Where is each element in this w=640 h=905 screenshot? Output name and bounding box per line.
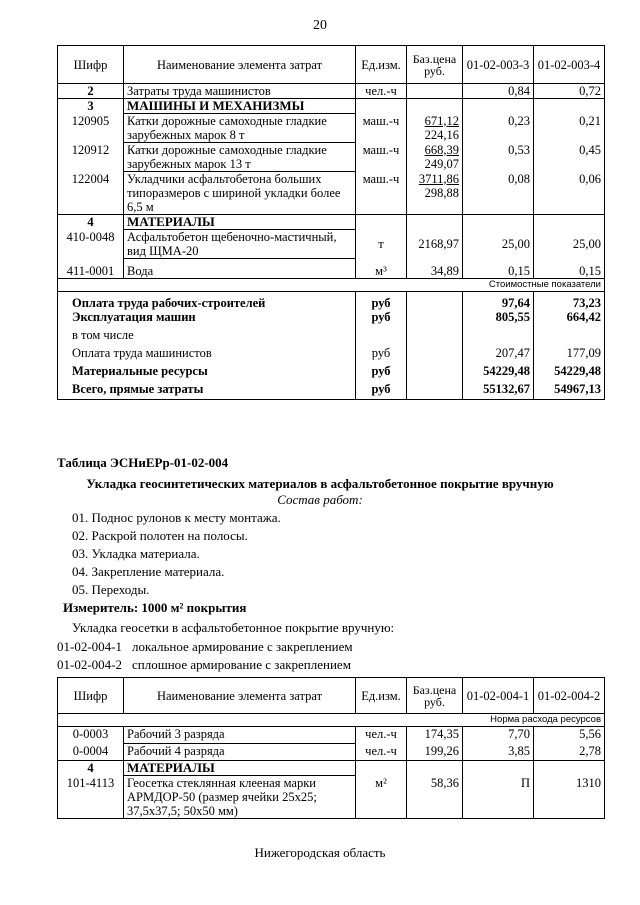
table-header xyxy=(58,678,605,714)
row-unit: м³ xyxy=(356,259,407,279)
norm-subheader-row xyxy=(58,714,605,727)
section-row xyxy=(58,761,605,776)
cost-value-2: 177,09 xyxy=(534,346,605,364)
cost-value-1 xyxy=(463,328,534,346)
row-value-2: 25,00 xyxy=(534,230,605,259)
row-unit: чел.-ч xyxy=(356,84,407,99)
cost-subheader: Стоимостные показатели xyxy=(58,279,605,292)
header-norm-1: 01-02-004-1 xyxy=(463,678,534,714)
page-footer: Нижегородская область xyxy=(254,845,386,860)
work-item: 05. Переходы. xyxy=(72,582,150,597)
page-number: 20 xyxy=(313,18,327,33)
resource-table-01-02-003 xyxy=(57,45,605,400)
cost-unit: руб xyxy=(356,364,407,382)
variant-code: 01-02-004-1 xyxy=(57,639,122,654)
row-value-2: 0,72 xyxy=(534,84,605,99)
row-code: 120905 xyxy=(58,114,124,143)
work-composition-heading: Состав работ: xyxy=(277,492,363,507)
work-item: 04. Закрепление материала. xyxy=(72,564,225,579)
section-code: 4 xyxy=(58,215,124,230)
row-value-1: 0,53 xyxy=(463,143,534,172)
row-code: 101-4113 xyxy=(58,776,124,819)
table-row xyxy=(58,259,605,279)
work-item: 01. Поднос рулонов к месту монтажа. xyxy=(72,510,281,525)
table-row xyxy=(58,776,605,819)
work-item: 02. Раскрой полотен на полосы. xyxy=(72,528,248,543)
row-name: Рабочий 3 разряда xyxy=(124,727,356,744)
row-price: 199,26 xyxy=(407,744,463,761)
cost-value-1: 207,47 xyxy=(463,346,534,364)
resource-table-01-02-004 xyxy=(57,677,605,819)
row-unit: маш.-ч xyxy=(356,172,407,215)
cost-name: Оплата труда рабочих-строителей xyxy=(58,292,356,310)
row-price xyxy=(407,84,463,99)
table-row xyxy=(58,727,605,744)
row-name: Катки дорожные самоходные гладкие зарубежных марок 13 т xyxy=(124,143,356,172)
row-value-1: 0,23 xyxy=(463,114,534,143)
row-name: Затраты труда машинистов xyxy=(124,84,356,99)
row-value-2: 0,15 xyxy=(534,259,605,279)
variant-text: сплошное армирование с закреплением xyxy=(132,657,351,672)
cost-value-2: 54967,13 xyxy=(534,382,605,400)
row-unit: чел.-ч xyxy=(356,727,407,744)
row-code: 410-0048 xyxy=(58,230,124,259)
cost-unit: руб xyxy=(356,292,407,310)
section-name: МАШИНЫ И МЕХАНИЗМЫ xyxy=(124,99,356,114)
row-price: 34,89 xyxy=(407,259,463,279)
header-unit: Ед.изм. xyxy=(356,46,407,84)
row-value-1: 0,84 xyxy=(463,84,534,99)
section-name: МАТЕРИАЛЫ xyxy=(124,761,356,776)
row-code: 120912 xyxy=(58,143,124,172)
row-code: 411-0001 xyxy=(58,259,124,279)
row-unit: маш.-ч xyxy=(356,114,407,143)
row-value-1: 3,85 xyxy=(463,744,534,761)
row-value-1: 0,08 xyxy=(463,172,534,215)
cost-value-2 xyxy=(534,328,605,346)
cost-value-2: 73,23 xyxy=(534,292,605,310)
section-code: 4 xyxy=(58,761,124,776)
cost-value-2: 54229,48 xyxy=(534,364,605,382)
table-row xyxy=(58,143,605,172)
cost-name: Оплата труда машинистов xyxy=(58,346,356,364)
row-value-2: 0,21 xyxy=(534,114,605,143)
variant-line xyxy=(57,639,353,655)
row-value-1: 0,15 xyxy=(463,259,534,279)
variant-text: локальное армирование с закреплением xyxy=(132,639,353,654)
cost-unit: руб xyxy=(356,382,407,400)
table-caption: Таблица ЭСНиЕРр-01-02-004 xyxy=(57,455,229,470)
cost-value-2: 664,42 xyxy=(534,310,605,328)
header-code: Шифр xyxy=(58,678,124,714)
cost-name: Всего, прямые затраты xyxy=(58,382,356,400)
norm-subheader: Норма расхода ресурсов xyxy=(58,714,605,727)
row-value-1: 7,70 xyxy=(463,727,534,744)
row-unit: маш.-ч xyxy=(356,143,407,172)
cost-value-1: 54229,48 xyxy=(463,364,534,382)
cost-name: в том числе xyxy=(58,328,356,346)
section-row xyxy=(58,99,605,114)
row-value-1: П xyxy=(463,776,534,819)
row-price: 2168,97 xyxy=(407,230,463,259)
cost-name: Эксплуатация машин xyxy=(58,310,356,328)
cost-unit: руб xyxy=(356,346,407,364)
row-name: Асфальтобетон щебеночно-мастичный, вид ЩМА-20 xyxy=(124,230,356,259)
header-name: Наименование элемента затрат xyxy=(124,678,356,714)
row-code: 0-0004 xyxy=(58,744,124,761)
section-row xyxy=(58,215,605,230)
header-norm-2: 01-02-004-2 xyxy=(534,678,605,714)
row-value-2: 1310 xyxy=(534,776,605,819)
table-row xyxy=(58,230,605,259)
cost-value-1: 97,64 xyxy=(463,292,534,310)
row-name: Вода xyxy=(124,259,356,279)
header-price: Баз.цена руб. xyxy=(407,678,463,714)
cost-value-1: 805,55 xyxy=(463,310,534,328)
variant-line xyxy=(57,657,351,673)
cost-row xyxy=(58,364,605,382)
row-value-2: 0,45 xyxy=(534,143,605,172)
cost-name: Материальные ресурсы xyxy=(58,364,356,382)
cost-row xyxy=(58,346,605,364)
cost-unit: руб xyxy=(356,310,407,328)
table-row xyxy=(58,172,605,215)
row-value-2: 2,78 xyxy=(534,744,605,761)
section-name: МАТЕРИАЛЫ xyxy=(124,215,356,230)
row-value-2: 5,56 xyxy=(534,727,605,744)
row-price: 3711,86 298,88 xyxy=(407,172,463,215)
row-unit: чел.-ч xyxy=(356,744,407,761)
row-unit: т xyxy=(356,230,407,259)
row-value-1: 25,00 xyxy=(463,230,534,259)
header-norm-2: 01-02-003-4 xyxy=(534,46,605,84)
table-row xyxy=(58,114,605,143)
measure-unit: Измеритель: 1000 м² покрытия xyxy=(63,600,247,615)
table-title: Укладка геосинтетических материалов в асфальтобетонное покрытие вручную xyxy=(86,476,554,491)
cost-unit xyxy=(356,328,407,346)
header-name: Наименование элемента затрат xyxy=(124,46,356,84)
row-value-2: 0,06 xyxy=(534,172,605,215)
cost-row xyxy=(58,382,605,400)
table-row xyxy=(58,84,605,99)
table-header xyxy=(58,46,605,84)
row-code: 122004 xyxy=(58,172,124,215)
row-price: 668,39 249,07 xyxy=(407,143,463,172)
cost-row xyxy=(58,292,605,310)
section-code: 3 xyxy=(58,99,124,114)
header-unit: Ед.изм. xyxy=(356,678,407,714)
measure-description: Укладка геосетки в асфальтобетонное покрытие вручную: xyxy=(72,620,395,635)
row-price: 671,12 224,16 xyxy=(407,114,463,143)
header-code: Шифр xyxy=(58,46,124,84)
row-name: Рабочий 4 разряда xyxy=(124,744,356,761)
row-price: 174,35 xyxy=(407,727,463,744)
row-code: 0-0003 xyxy=(58,727,124,744)
row-name: Катки дорожные самоходные гладкие зарубежных марок 8 т xyxy=(124,114,356,143)
row-name: Укладчики асфальтобетона больших типоразмеров с шириной укладки более 6,5 м xyxy=(124,172,356,215)
cost-value-1: 55132,67 xyxy=(463,382,534,400)
work-item: 03. Укладка материала. xyxy=(72,546,200,561)
row-unit: м² xyxy=(356,776,407,819)
header-price: Баз.цена руб. xyxy=(407,46,463,84)
header-norm-1: 01-02-003-3 xyxy=(463,46,534,84)
cost-subheader-row xyxy=(58,279,605,292)
row-name: Геосетка стеклянная клееная марки АРМДОР-50 (размер ячейки 25х25; 37,5х37,5; 50х50 мм) xyxy=(124,776,356,819)
cost-row xyxy=(58,328,605,346)
row-code: 2 xyxy=(58,84,124,99)
cost-row xyxy=(58,310,605,328)
row-price: 58,36 xyxy=(407,776,463,819)
variant-code: 01-02-004-2 xyxy=(57,657,122,672)
table-row xyxy=(58,744,605,761)
